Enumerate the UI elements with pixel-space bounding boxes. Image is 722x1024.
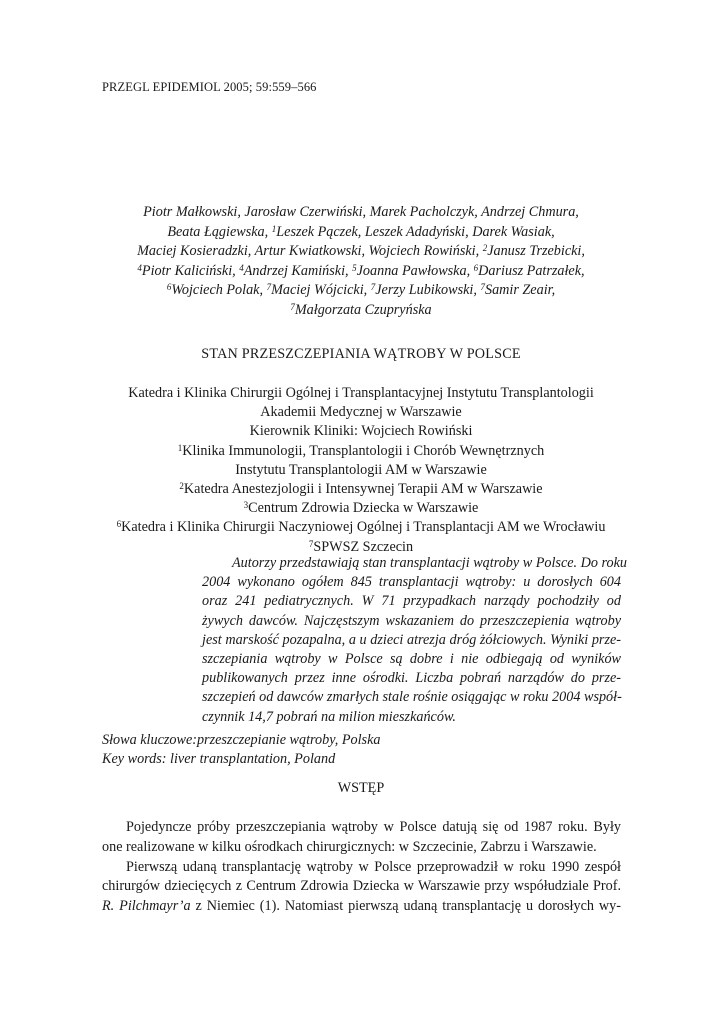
abstract-line: czynnik 14,7 pobrań na milion mieszkańców. [202, 708, 456, 725]
body-line: R. Pilchmayr’a z Niemiec (1). Natomiast pierwszą udaną transplantację u dorosłych wy- [102, 898, 621, 915]
paper-title: STAN PRZESZCZEPIANIA WĄTROBY W POLSCE [201, 346, 521, 362]
abstract-line: publikowanych przez inne ośrodki. Liczba pobrań narządów do prze- [202, 670, 621, 687]
footnote-marker: 1 [271, 223, 277, 234]
abstract-line: Autorzy przedstawiają stan transplantacji wątroby w Polsce. Do roku [232, 555, 628, 571]
affiliation-line: $^3$Centrum Zdrowia Dziecka w Warszawie [243, 500, 479, 517]
author-list [60, 203, 662, 321]
footnote-marker: 2 [179, 481, 184, 492]
footnote-marker: 7 [370, 282, 376, 293]
footnote-marker: 7 [266, 282, 272, 293]
footnote-marker: 6 [473, 262, 479, 273]
author-line: $^7$Małgorzata Czupryńska [290, 301, 432, 318]
footnote-marker: 5 [352, 262, 357, 273]
footnote-marker: 3 [243, 500, 249, 511]
affiliation-line: Katedra i Klinika Chirurgii Ogólnej i Transplantacyjnej Instytutu Transplantologii [128, 385, 594, 401]
journal-citation: PRZEGL EPIDEMIOL 2005; 59:559–566 [102, 80, 317, 94]
body-text [102, 818, 621, 917]
author-line: Beata Łągiewska, $^1$Leszek Pączek, Leszek Adadyński, Darek Wasiak, [167, 223, 555, 240]
footnote-marker: 7 [290, 301, 295, 312]
footnote-marker: 4 [239, 262, 244, 273]
affiliation-line: $^2$Katedra Anestezjologii i Intensywnej Terapii AM w Warszawie [179, 481, 543, 498]
body-line: Pierwszą udaną transplantację wątroby w Polsce przeprowadził w roku 1990 zespół [126, 858, 621, 875]
affiliation-line: Akademii Medycznej w Warszawie [260, 404, 462, 421]
body-line: one realizowane w kilku ośrodkach chirurgicznych: w Szczecinie, Zabrzu i Warszawie. [102, 838, 597, 855]
footnote-marker: 6 [166, 282, 172, 293]
footnote-marker: 4 [137, 262, 142, 273]
abstract-line: 2004 wykonano ogółem 845 transplantacji wątroby: u dorosłych 604 [202, 574, 621, 591]
abstract-line: oraz 241 pediatrycznych. W 71 przypadkach narządy pochodziły od [202, 593, 621, 610]
footnote-marker: 2 [482, 243, 488, 254]
footnote-marker: 6 [116, 519, 122, 530]
footnote-marker: 1 [177, 442, 183, 453]
affiliation-line: $^7$SPWSZ Szczecin [308, 538, 414, 555]
body-line: chirurgów dziecięcych z Centrum Zdrowia Dziecka w Warszawie przy współudziale Prof. [102, 878, 621, 895]
body-line: Pojedyncze próby przeszczepiania wątroby w Polsce datują się od 1987 roku. Były [126, 819, 621, 835]
keywords-polish: Słowa kluczowe:przeszczepianie wątroby, Polska [102, 732, 381, 748]
affiliation-line: $^1$Klinika Immunologii, Transplantologii i Chorób Wewnętrznych [177, 442, 545, 459]
abstract-line: jest marskość pozapalna, a u dzieci atrezja dróg żółciowych. Wyniki prze- [202, 631, 621, 648]
footnote-marker: 7 [480, 282, 485, 293]
affiliations [40, 384, 682, 557]
section-heading: WSTĘP [337, 780, 385, 796]
affiliation-line: Kierownik Kliniki: Wojciech Rowiński [249, 423, 473, 440]
keywords-english: Key words: liver transplantation, Poland [102, 750, 336, 767]
affiliation-line: Instytutu Transplantologii AM w Warszawie [235, 461, 487, 478]
keywords [102, 731, 380, 768]
italic-text: R. Pilchmayr’a [102, 898, 191, 915]
author-line: Maciej Kosieradzki, Artur Kwiatkowski, Wojciech Rowiński, $^2$Janusz Trzebicki, [137, 243, 585, 260]
abstract [202, 554, 628, 727]
author-line: Piotr Małkowski, Jarosław Czerwiński, Marek Pacholczyk, Andrzej Chmura, [143, 204, 579, 220]
abstract-line: żywych dawców. Najczęstszym wskazaniem do przeszczepienia wątroby [202, 612, 621, 629]
footnote-marker: 7 [308, 538, 314, 549]
author-line: $^6$Wojciech Polak, $^7$Maciej Wójcicki, $^7$Jerzy Lubikowski, $^7$Samir Zeair, [166, 282, 556, 299]
author-line: $^4$Piotr Kaliciński, $^4$Andrzej Kamiński, $^5$Joanna Pawłowska, $^6$Dariusz Patrzałek, [137, 262, 585, 279]
abstract-line: szczepiania wątroby w Polsce są dobre i nie odbiegają od wyników [202, 651, 621, 668]
abstract-line: szczepień od dawców zmarłych stale rośnie osiągając w roku 2004 współ- [202, 689, 622, 706]
affiliation-line: $^6$Katedra i Klinika Chirurgii Naczyniowej Ogólnej i Transplantacji AM we Wrocławiu [116, 519, 606, 536]
